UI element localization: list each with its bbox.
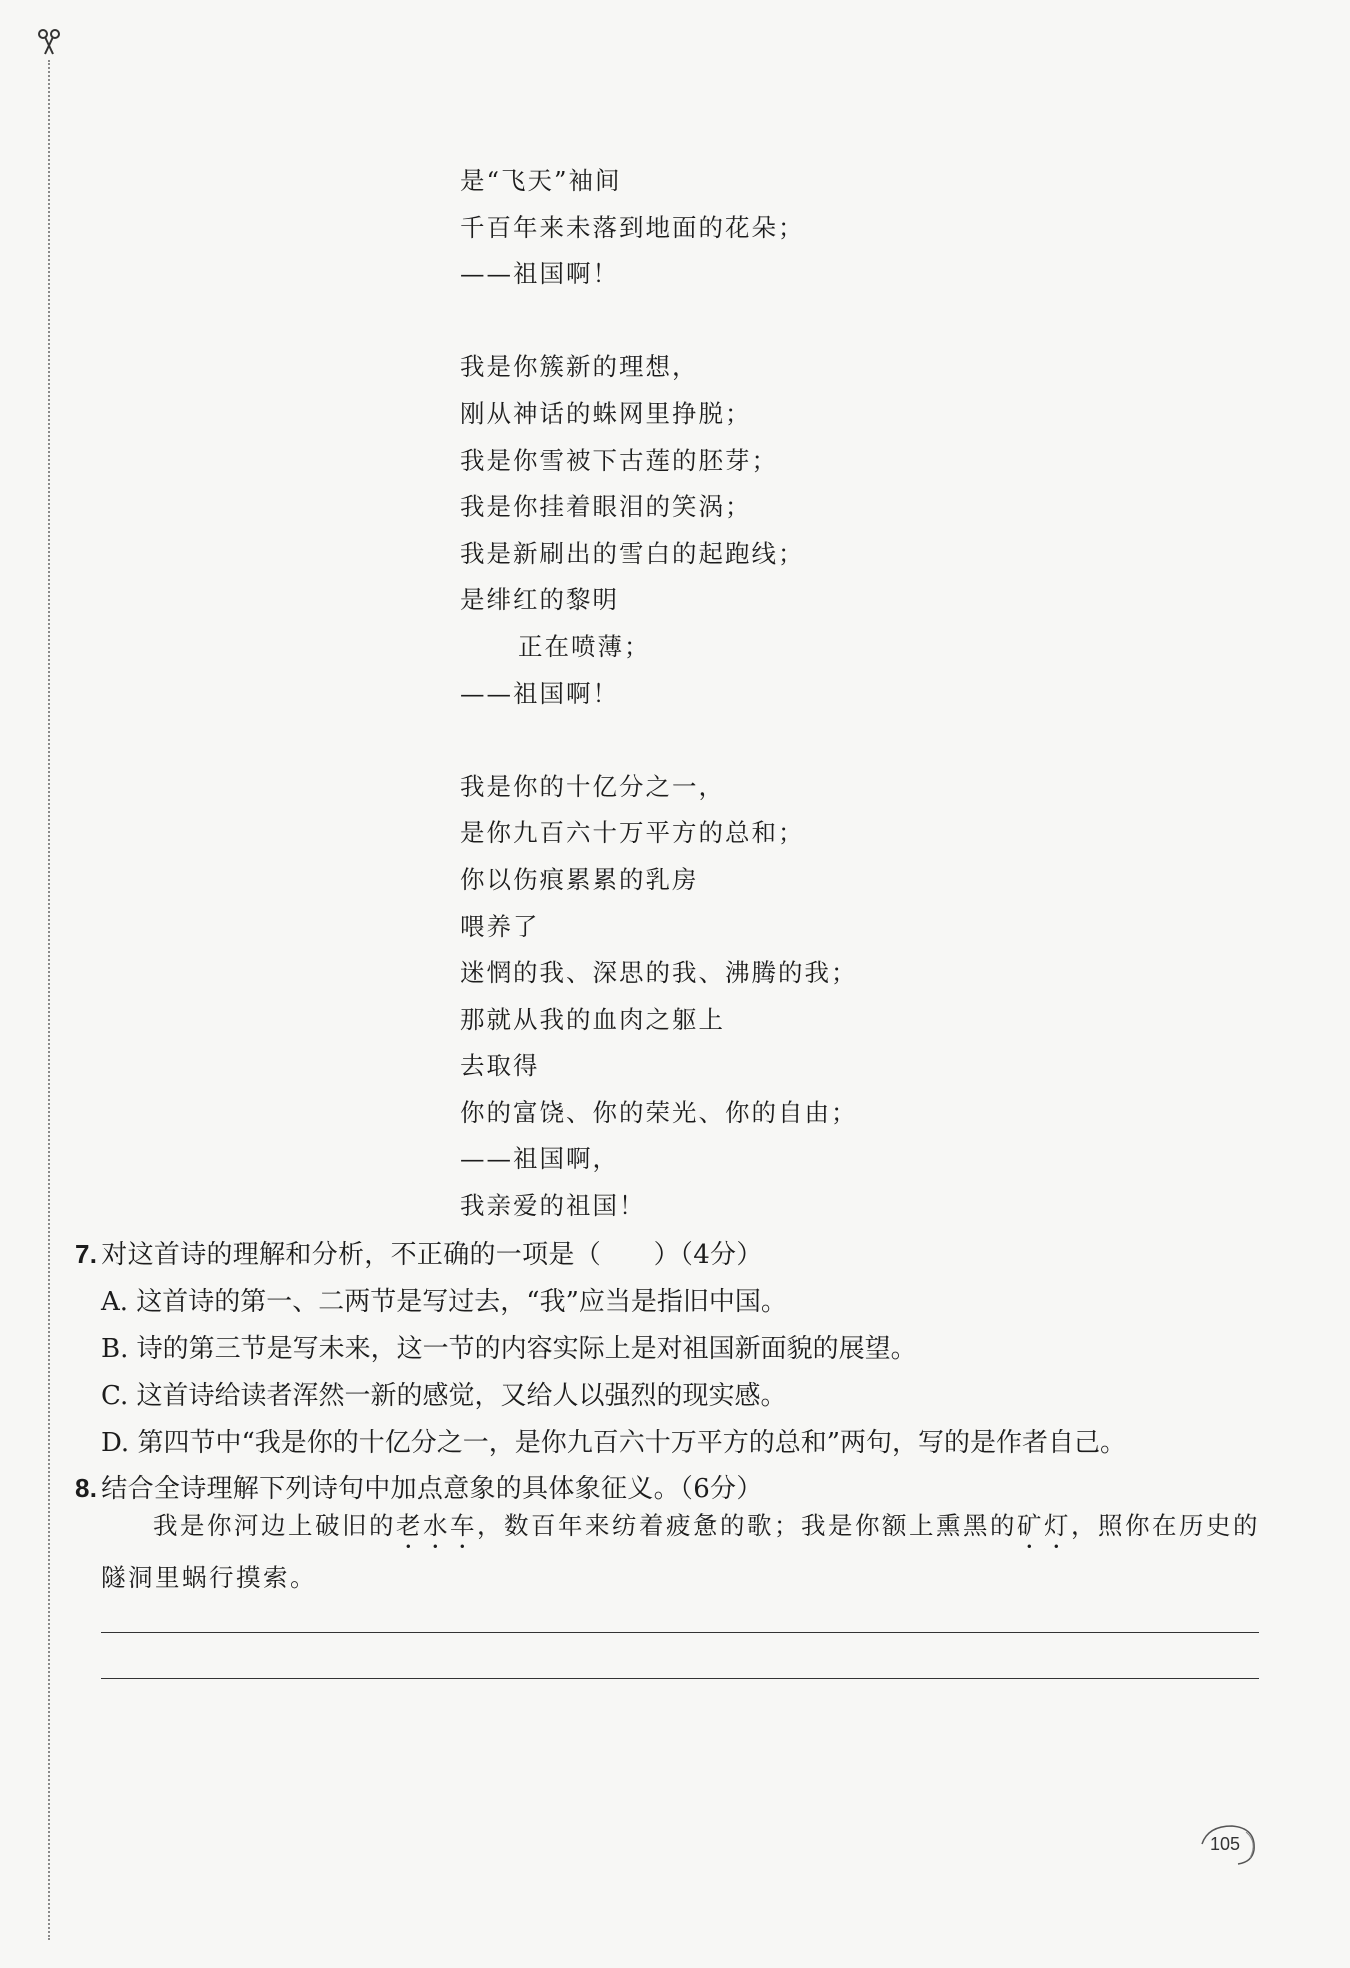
question-text: 对这首诗的理解和分析，不正确的一项是（ ）（4分）	[101, 1240, 763, 1270]
option-d: D. 第四节中“我是你的十亿分之一，是你九百六十万平方的总和”两句，写的是作者自己。	[101, 1428, 1127, 1458]
poem	[460, 158, 1160, 1230]
poem-line: 正在喷薄；	[518, 631, 651, 661]
question-number: 8.	[75, 1473, 98, 1503]
option-c: C. 这首诗给读者浑然一新的感觉，又给人以强烈的现实感。	[101, 1381, 787, 1411]
sentence-text: 我是你河边上破旧的	[153, 1511, 396, 1540]
poem-line: 是绯红的黎明	[460, 585, 619, 615]
poem-line: 是“飞天”袖间	[460, 166, 622, 195]
option-b: B. 诗的第三节是写未来，这一节的内容实际上是对祖国新面貌的展望。	[101, 1334, 917, 1364]
poem-line: 你以伤痕累累的乳房	[460, 864, 699, 894]
poem-line: 我是你雪被下古莲的胚芽；	[460, 445, 778, 475]
poem-line: ——祖国啊！	[460, 259, 619, 289]
question-8-stem	[75, 1468, 763, 1505]
poem-line: 我是新刷出的雪白的起跑线；	[460, 538, 805, 568]
poem-line: 我是你簇新的理想，	[460, 352, 699, 382]
poem-line: ——祖国啊，	[460, 1144, 619, 1174]
poem-line: 我是你挂着眼泪的笑涡；	[460, 492, 752, 522]
sentence-text: ，照你在历史的隧洞里蜗行摸索。	[101, 1511, 1260, 1592]
poem-line: 喂养了	[460, 911, 540, 941]
dotted-word: 老水车	[396, 1511, 477, 1540]
poem-line: 是你九百六十万平方的总和；	[460, 818, 805, 848]
poem-line: 迷惘的我、深思的我、沸腾的我；	[460, 958, 858, 988]
poem-line: 去取得	[460, 1051, 540, 1081]
poem-line: 我亲爱的祖国！	[460, 1191, 646, 1221]
poem-line: 千百年来未落到地面的花朵；	[460, 212, 805, 242]
question-text: 结合全诗理解下列诗句中加点意象的具体象征义。（6分）	[101, 1474, 763, 1504]
poem-line: 你的富饶、你的荣光、你的自由；	[460, 1097, 858, 1127]
question-number: 7.	[75, 1239, 98, 1269]
cut-line	[48, 60, 50, 1940]
poem-line: 我是你的十亿分之一，	[460, 771, 725, 801]
answer-line[interactable]	[101, 1678, 1259, 1679]
poem-line: 那就从我的血肉之躯上	[460, 1004, 725, 1034]
page-number	[1198, 1820, 1262, 1868]
sentence-text: ，数百年来纺着疲惫的歌；我是你额上熏黑的	[477, 1511, 1017, 1540]
scissors-icon	[34, 28, 64, 58]
poem-line: ——祖国啊！	[460, 678, 619, 708]
poem-line: 刚从神话的蛛网里挣脱；	[460, 398, 752, 428]
question-7-stem	[75, 1234, 763, 1271]
quoted-sentence	[101, 1502, 1261, 1602]
option-a: A. 这首诗的第一、二两节是写过去，“我”应当是指旧中国。	[101, 1287, 787, 1317]
page-number-text: 105	[1210, 1834, 1241, 1854]
dotted-word: 矿灯	[1017, 1511, 1071, 1540]
answer-line[interactable]	[101, 1632, 1259, 1633]
